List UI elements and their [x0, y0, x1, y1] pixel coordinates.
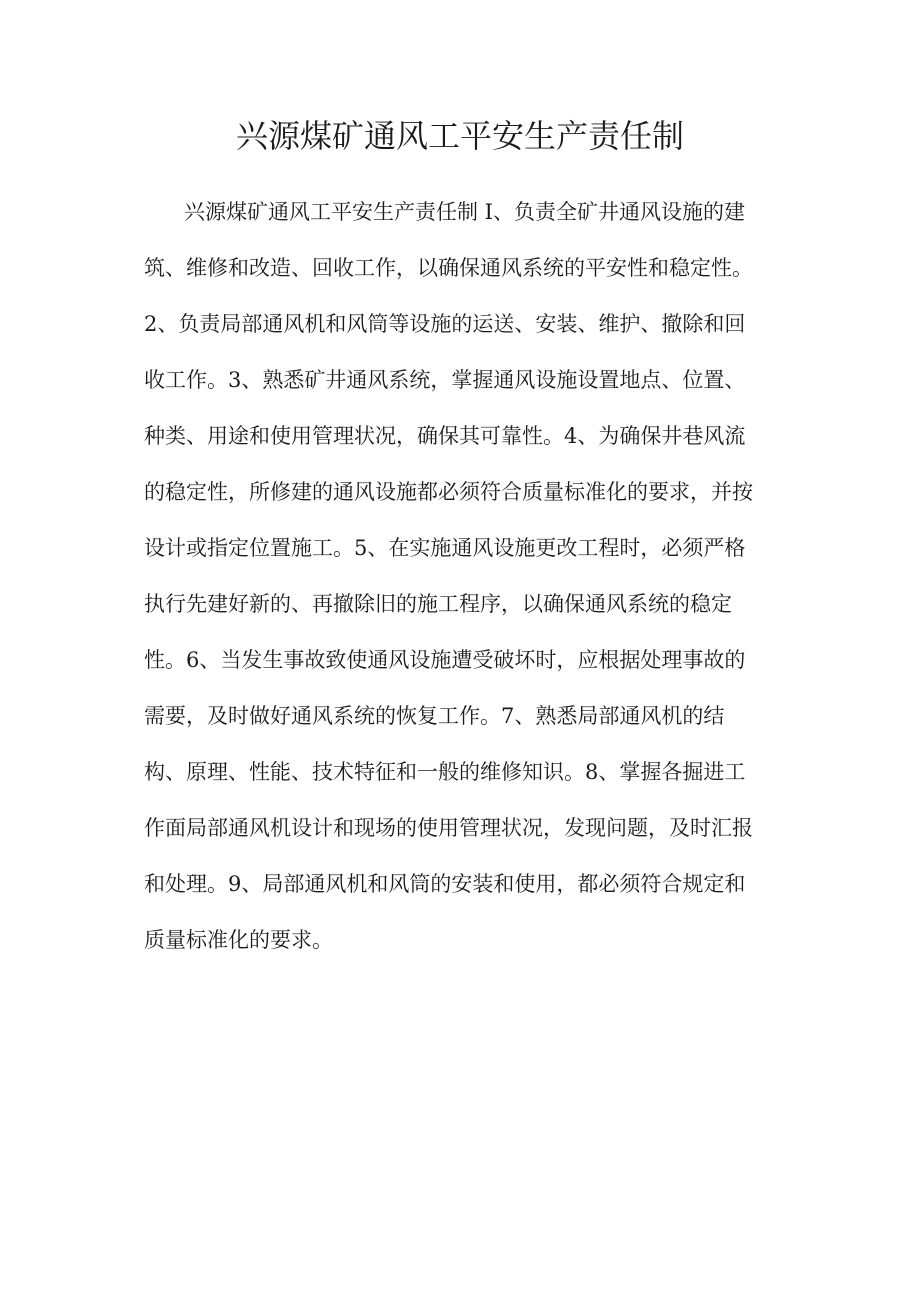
body-line: 构、原理、性能、技术特征和一般的维修知识。8、掌握各掘进工	[144, 760, 746, 784]
body-line: 兴源煤矿通风工平安生产责任制 I、负责全矿井通风设施的建	[184, 200, 745, 224]
document-title: 兴源煤矿通风工平安生产责任制	[235, 117, 684, 155]
body-line: 执行先建好新的、再撤除旧的施工程序，以确保通风系统的稳定	[144, 592, 732, 616]
body-line: 收工作。3、熟悉矿井通风系统，掌握通风设施设置地点、位置、	[144, 368, 746, 392]
body-line: 作面局部通风机设计和现场的使用管理状况，发现问题，及时汇报	[144, 816, 753, 840]
body-line: 的稳定性，所修建的通风设施都必须符合质量标准化的要求，并按	[144, 480, 753, 504]
body-line: 2、负责局部通风机和风筒等设施的运送、安装、维护、撤除和回	[144, 312, 746, 336]
body-line: 和处理。9、局部通风机和风筒的安装和使用，都必须符合规定和	[144, 872, 746, 896]
body-line: 设计或指定位置施工。5、在实施通风设施更改工程时，必须严格	[144, 536, 746, 560]
body-line: 性。6、当发生事故致使通风设施遭受破坏时，应根据处理事故的	[144, 648, 746, 672]
document-body	[144, 184, 774, 968]
body-line: 质量标准化的要求。	[144, 928, 333, 952]
body-line: 需要，及时做好通风系统的恢复工作。7、熟悉局部通风机的结	[144, 704, 725, 728]
body-line: 筑、维修和改造、回收工作，以确保通风系统的平安性和稳定性。	[144, 256, 753, 280]
body-line: 种类、用途和使用管理状况，确保其可靠性。4、为确保井巷风流	[144, 424, 746, 448]
